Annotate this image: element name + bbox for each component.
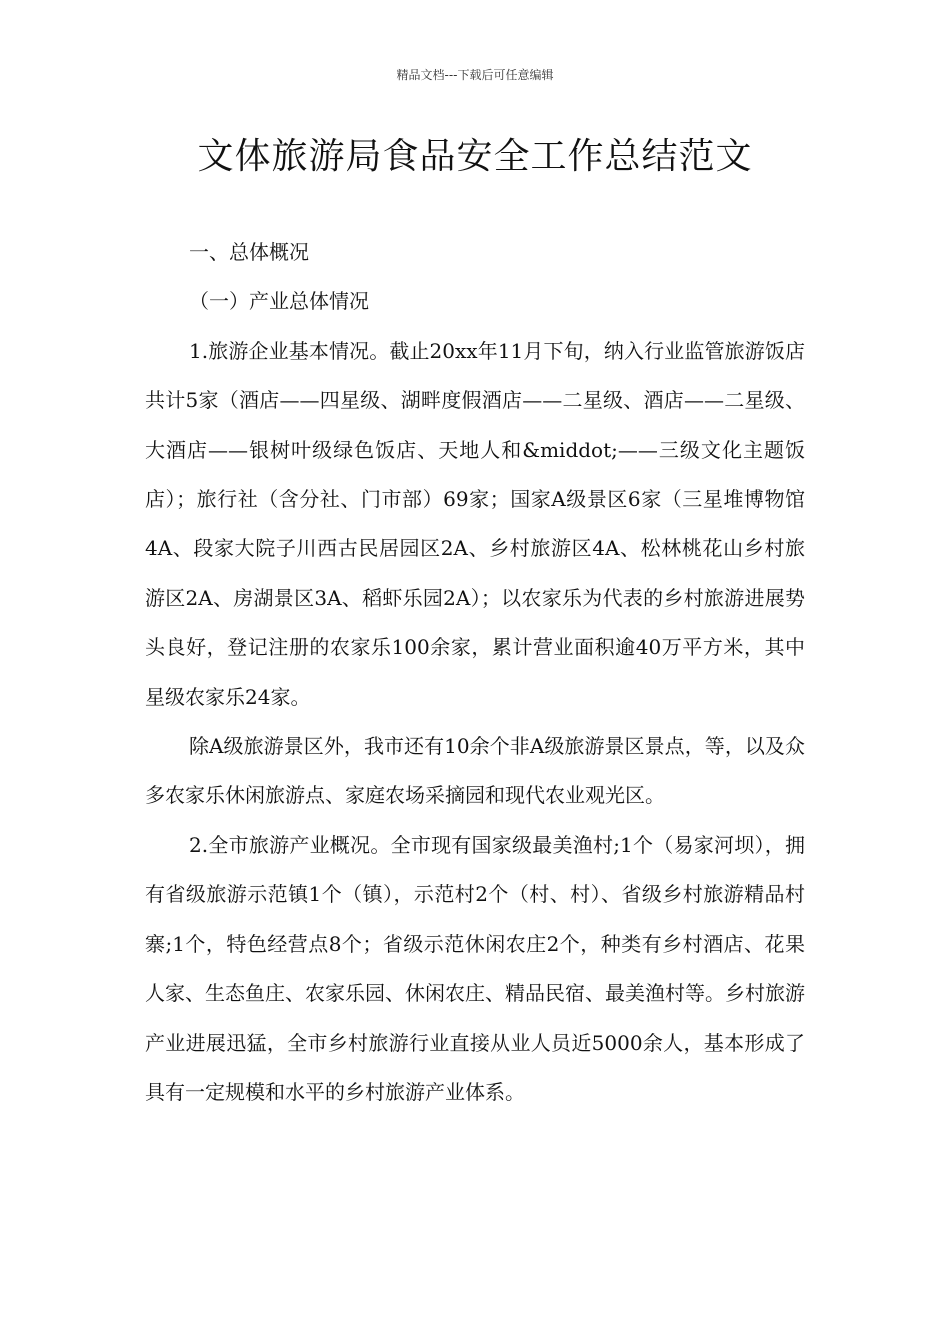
subsection-heading: （一）产业总体情况 (189, 289, 369, 314)
document-title: 文体旅游局食品安全工作总结范文 (197, 136, 753, 177)
paragraph: 2.全市旅游产业概况。全市现有国家级最美渔村;1个（易家河坝），拥有省级旅游示范镇1个（镇），示范村2个（村、村）、省级乡村旅游精品村寨;1个，特色经营点8个；省级示范休闲农庄2个，种类有乡村酒店、花果人家、生态鱼庄、农家乐园、休闲农庄、精品民宿、最美渔村等。乡村旅游产业进展迅猛，全市乡村旅游行业直接从业人员近5000余人，基本形成了具有一定规模和水平的乡村旅游产业体系。 (145, 832, 805, 1104)
section-heading: 一、总体概况 (189, 240, 309, 264)
paragraph: 1.旅游企业基本情况。截止20xx年11月下旬，纳入行业监管旅游饭店共计5家（酒店——四星级、湖畔度假酒店——二星级、酒店——二星级、大酒店——银树叶级绿色饭店、天地人和&middot;——三级文化主题饭店）；旅行社（含分社、门市部）69家；国家A级景区6家（三星堆博物馆4A、段家大院子川西古民居园区2A、乡村旅游区4A、松林桃花山乡村旅游区2A、房湖景区3A、稻虾乐园2A）；以农家乐为代表的乡村旅游进展势头良好，登记注册的农家乐100余家，累计营业面积逾40万平方米，其中星级农家乐24家。 (145, 338, 805, 709)
page-header: 精品文档---下载后可任意编辑 (396, 68, 554, 82)
document-body (145, 228, 805, 1117)
paragraph: 除A级旅游景区外，我市还有10余个非A级旅游景区景点，等，以及众多农家乐休闲旅游点、家庭农场采摘园和现代农业观光区。 (145, 734, 805, 808)
